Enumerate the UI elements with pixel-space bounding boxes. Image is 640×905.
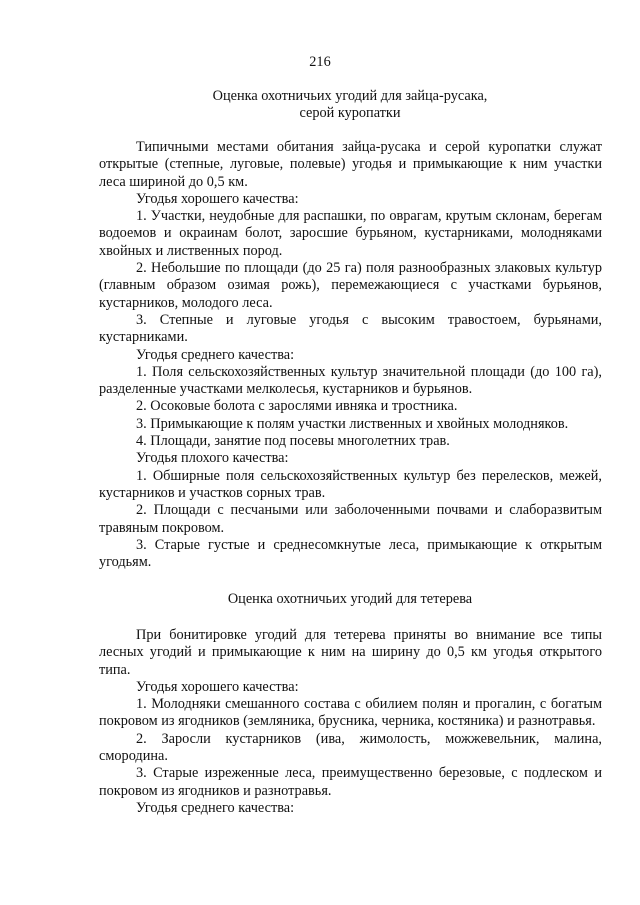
paragraph: 3. Старые изреженные леса, преимущественно березовые, с подлеском и покровом из ягодников и разнотравья.	[99, 765, 602, 799]
paragraph-heading: Угодья среднего качества:	[136, 346, 295, 363]
paragraph-heading: Угодья плохого качества:	[136, 450, 289, 467]
section1-body	[99, 139, 602, 571]
page-number: 216	[309, 54, 331, 70]
paragraph: При бонитировке угодий для тетерева приняты во внимание все типы лесных угодий и примыкающие к ним на ширину до 0,5 км угодья открытого типа.	[99, 627, 602, 678]
paragraph: 4. Площади, занятие под посевы многолетних трав.	[136, 433, 450, 450]
paragraph: 1. Участки, неудобные для распашки, по оврагам, крутым склонам, берегам водоемов и окраинам болот, заросшие бурьяном, кустарниками, молодняками хвойных и лиственных пород.	[99, 208, 602, 259]
section2-title-line: Оценка охотничьих угодий для тетерева	[227, 591, 473, 607]
paragraph: 2. Осоковые болота с зарослями ивняка и тростника.	[136, 398, 458, 415]
paragraph: 1. Молодняки смешанного состава с обилием полян и прогалин, с богатым покровом из ягодников (земляника, брусника, черника, костяника) и разнотравья.	[99, 696, 602, 730]
section1-title-line1: Оценка охотничьих угодий для зайца-русака,	[212, 88, 488, 104]
paragraph: 1. Поля сельскохозяйственных культур значительной площади (до 100 га), разделенные участками мелколесья, кустарников и бурьянов.	[99, 363, 602, 398]
paragraph: 3. Примыкающие к полям участки лиственных и хвойных молодняков.	[136, 415, 569, 432]
paragraph-heading: Угодья хорошего качества:	[136, 190, 299, 207]
paragraph: 1. Обширные поля сельскохозяйственных культур без перелесков, межей, кустарников и участков сорных трав.	[99, 467, 602, 501]
section1-title	[60, 88, 640, 123]
section2-title	[60, 591, 640, 608]
paragraph-heading: Угодья хорошего качества:	[136, 678, 299, 695]
paragraph: 3. Степные и луговые угодья с высоким травостоем, бурьянами, кустарниками.	[99, 311, 602, 346]
section2-body	[99, 627, 602, 817]
paragraph: 2. Небольшие по площади (до 25 га) поля разнообразных злаковых культур (главным образом озимая рожь), перемежающиеся с участками бурьянов, кустарников, молодого леса.	[99, 260, 602, 311]
section1-title-line2: серой куропатки	[299, 105, 401, 122]
paragraph: 2. Заросли кустарников (ива, жимолость, можжевельник, малина, смородина.	[99, 730, 602, 765]
paragraph-heading: Угодья среднего качества:	[136, 799, 295, 816]
paragraph: 2. Площади с песчаными или заболоченными почвами и слаборазвитым травяным покровом.	[99, 502, 602, 536]
paragraph: 3. Старые густые и среднесомкнутые леса, примыкающие к открытым угодьям.	[99, 536, 602, 571]
paragraph: Типичными местами обитания зайца-русака и серой куропатки служат открытые (степные, луговые, полевые) угодья и примыкающие к ним участки леса шириной до 0,5 км.	[99, 139, 602, 190]
